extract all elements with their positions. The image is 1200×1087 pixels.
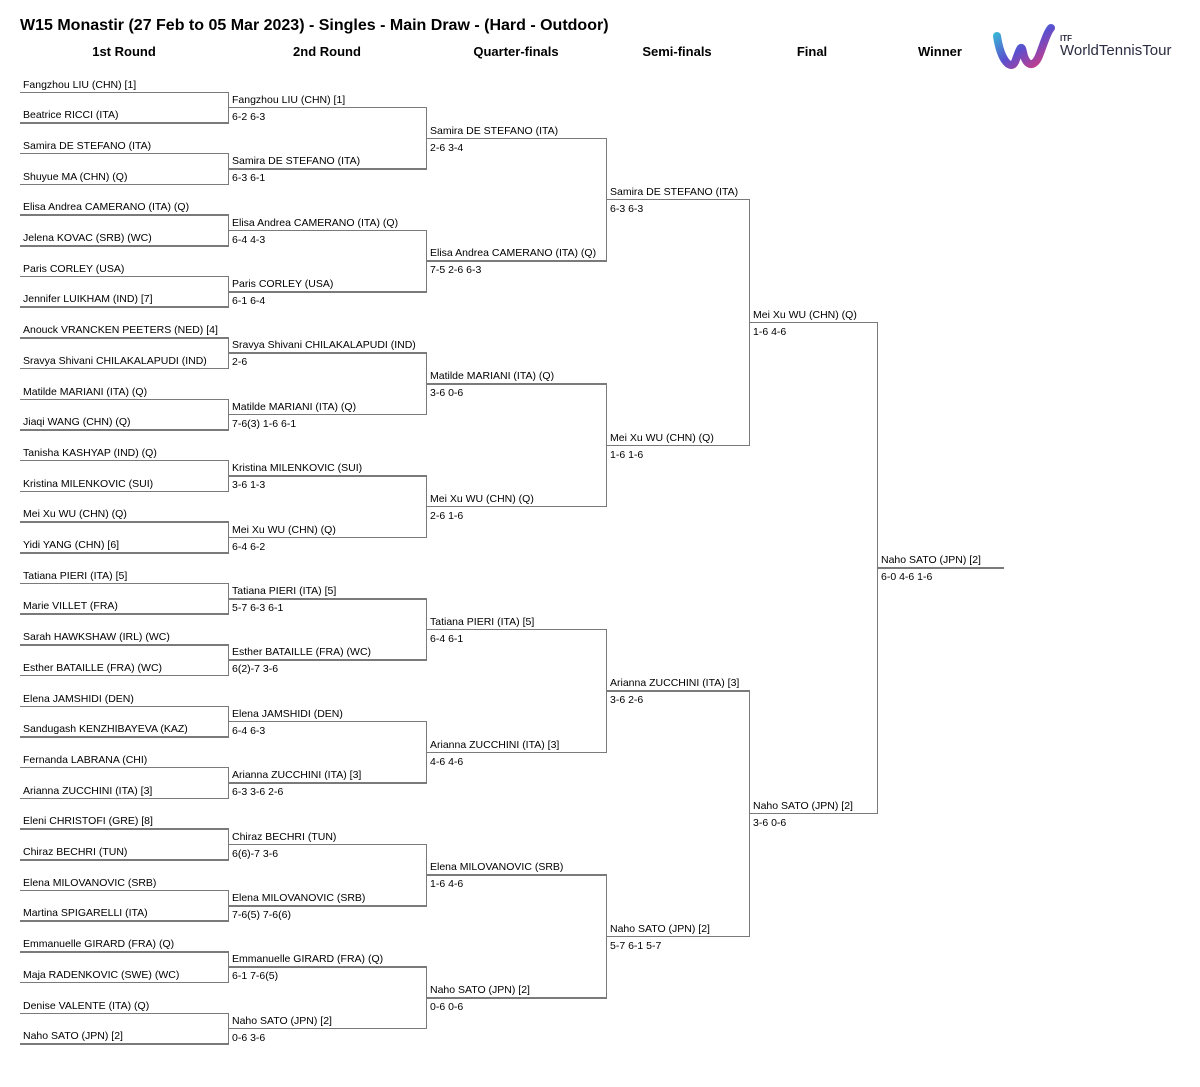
match-score: 4-6 4-6 (430, 755, 464, 768)
player-name: Naho SATO (JPN) [2] (881, 554, 981, 567)
match-score: 2-6 3-4 (430, 141, 464, 154)
logo-itf-text: ITF (1060, 34, 1072, 43)
player-name: Yidi YANG (CHN) [6] (23, 539, 120, 551)
player-name: Esther BATAILLE (FRA) (WC) (232, 646, 372, 659)
bracket-line (20, 675, 229, 677)
player-name: Arianna ZUCCHINI (ITA) [3] (430, 738, 560, 751)
bracket-line (20, 552, 229, 554)
bracket-line (878, 567, 1004, 569)
match-score: 3-6 0-6 (430, 387, 464, 400)
round-header-2nd-round: 2nd Round (293, 44, 361, 59)
bracket-line (20, 828, 229, 830)
player-name: Samira DE STEFANO (ITA) (610, 185, 739, 198)
bracket-line (229, 598, 427, 600)
bracket-line (20, 214, 229, 216)
bracket-line (20, 1013, 229, 1015)
round-header-semi-finals: Semi-finals (642, 44, 712, 59)
player-name: Paris CORLEY (USA) (23, 262, 125, 275)
player-name: Sravya Shivani CHILAKALAPUDI (IND) (23, 354, 207, 367)
player-name: Naho SATO (JPN) [2] (753, 799, 853, 812)
bracket-line (229, 782, 427, 784)
player-name: Naho SATO (JPN) [2] (430, 984, 530, 997)
player-name: Fangzhou LIU (CHN) [1] (232, 93, 346, 106)
bracket-line (607, 199, 750, 201)
bracket-line (20, 306, 229, 308)
bracket-line (20, 951, 229, 953)
player-name: Anouck VRANCKEN PEETERS (NED) [4] (23, 324, 218, 337)
bracket-line (229, 230, 427, 232)
player-name: Elena MILOVANOVIC (SRB) (232, 892, 366, 905)
match-score: 6-4 6-2 (232, 540, 266, 553)
match-score: 6-2 6-3 (232, 110, 266, 123)
match-score: 6(2)-7 3-6 (232, 663, 279, 676)
match-score: 6(6)-7 3-6 (232, 847, 279, 860)
player-name: Matilde MARIANI (ITA) (Q) (23, 385, 148, 398)
player-name: Denise VALENTE (ITA) (Q) (23, 999, 150, 1012)
bracket-line (20, 122, 229, 124)
bracket-line (427, 874, 607, 876)
bracket-line (20, 491, 229, 493)
player-name: Mei Xu WU (CHN) (Q) (610, 431, 714, 444)
player-name: Sandugash KENZHIBAYEVA (KAZ) (23, 723, 188, 736)
player-name: Elena JAMSHIDI (DEN) (232, 707, 343, 720)
bracket-line (20, 368, 229, 370)
match-score: 5-7 6-3 6-1 (232, 602, 284, 615)
player-name: Elena MILOVANOVIC (SRB) (23, 876, 157, 889)
bracket-line (229, 537, 427, 539)
match-score: 7-6(3) 1-6 6-1 (232, 417, 297, 430)
player-name: Marie VILLET (FRA) (23, 600, 118, 613)
match-score: 1-6 1-6 (610, 448, 644, 461)
bracket-line (20, 859, 229, 861)
bracket-line (427, 138, 607, 140)
bracket-line (229, 966, 427, 968)
bracket-line (229, 352, 427, 354)
bracket-line (229, 659, 427, 661)
player-name: Tatiana PIERI (ITA) [5] (23, 569, 128, 582)
bracket-line (607, 690, 750, 692)
bracket-line (20, 613, 229, 615)
match-score: 6-3 6-1 (232, 172, 266, 185)
player-name: Fernanda LABRANA (CHI) (23, 753, 148, 766)
player-name: Sravya Shivani CHILAKALAPUDI (IND) (232, 339, 416, 352)
player-name: Jelena KOVAC (SRB) (WC) (23, 232, 152, 244)
player-name: Martina SPIGARELLI (ITA) (23, 907, 148, 920)
round-header-quarter-finals: Quarter-finals (473, 44, 559, 59)
bracket-line (20, 337, 229, 339)
bracket-line (750, 322, 878, 324)
player-name: Chiraz BECHRI (TUN) (232, 830, 337, 843)
match-score: 5-7 6-1 5-7 (610, 939, 662, 952)
player-name: Arianna ZUCCHINI (ITA) [3] (23, 784, 153, 797)
player-name: Elena JAMSHIDI (DEN) (23, 692, 134, 705)
bracket-line (229, 844, 427, 846)
bracket-line (20, 920, 229, 922)
match-score: 6-1 6-4 (232, 295, 266, 308)
match-score: 6-0 4-6 1-6 (881, 571, 933, 584)
match-score: 0-6 0-6 (430, 1001, 464, 1014)
match-score: 6-4 4-3 (232, 233, 266, 246)
player-name: Emmanuelle GIRARD (FRA) (Q) (232, 953, 384, 966)
bracket-line (20, 429, 229, 431)
match-score: 1-6 4-6 (430, 878, 464, 891)
player-name: Naho SATO (JPN) [2] (23, 1030, 123, 1043)
player-name: Tatiana PIERI (ITA) [5] (232, 585, 337, 598)
player-name: Esther BATAILLE (FRA) (WC) (23, 661, 163, 674)
bracket-line (20, 798, 229, 800)
bracket-line (20, 184, 229, 186)
bracket-line (607, 445, 750, 447)
round-header-1st-round: 1st Round (92, 44, 156, 59)
player-name: Mei Xu WU (CHN) (Q) (430, 492, 534, 505)
logo-world-tennis-tour-text: WorldTennisTour (1060, 42, 1172, 59)
player-name: Emmanuelle GIRARD (FRA) (Q) (23, 938, 175, 951)
bracket-line (20, 245, 229, 247)
bracket-line (427, 997, 607, 999)
bracket-line (229, 168, 427, 170)
match-score: 1-6 4-6 (753, 325, 787, 338)
bracket-line (20, 767, 229, 769)
bracket-line (229, 291, 427, 293)
player-name: Arianna ZUCCHINI (ITA) [3] (610, 677, 740, 690)
player-name: Tanisha KASHYAP (IND) (Q) (23, 446, 157, 459)
match-score: 6-4 6-3 (232, 724, 266, 737)
player-name: Mei Xu WU (CHN) (Q) (232, 523, 336, 536)
player-name: Shuyue MA (CHN) (Q) (23, 170, 128, 183)
bracket-line (20, 583, 229, 585)
player-name: Maja RADENKOVIC (SWE) (WC) (23, 968, 180, 981)
player-name: Kristina MILENKOVIC (SUI) (232, 462, 363, 475)
player-name: Eleni CHRISTOFI (GRE) [8] (23, 815, 153, 828)
match-score: 7-5 2-6 6-3 (430, 264, 482, 277)
player-name: Naho SATO (JPN) [2] (232, 1014, 332, 1027)
player-name: Elisa Andrea CAMERANO (ITA) (Q) (430, 247, 597, 260)
bracket-line (20, 460, 229, 462)
round-header-winner: Winner (918, 44, 962, 59)
round-header-final: Final (796, 44, 828, 59)
bracket-line (427, 260, 607, 262)
match-score: 3-6 0-6 (753, 816, 787, 829)
bracket-line (427, 506, 607, 508)
player-name: Matilde MARIANI (ITA) (Q) (430, 370, 555, 383)
player-name: Mei Xu WU (CHN) (Q) (753, 308, 857, 321)
player-name: Elisa Andrea CAMERANO (ITA) (Q) (232, 216, 399, 229)
bracket-line (427, 383, 607, 385)
bracket-line (20, 92, 229, 94)
player-name: Jennifer LUIKHAM (IND) [7] (23, 293, 153, 306)
bracket-line (229, 475, 427, 477)
player-name: Beatrice RICCI (ITA) (23, 109, 119, 122)
player-name: Fangzhou LIU (CHN) [1] (23, 78, 137, 91)
bracket-line (20, 644, 229, 646)
bracket-line (20, 982, 229, 984)
player-name: Kristina MILENKOVIC (SUI) (23, 477, 154, 490)
bracket-line (229, 1028, 427, 1030)
bracket-line (750, 813, 878, 815)
player-name: Samira DE STEFANO (ITA) (430, 124, 559, 137)
player-name: Samira DE STEFANO (ITA) (232, 155, 361, 168)
bracket-line (20, 890, 229, 892)
bracket-line (229, 414, 427, 416)
bracket-line (607, 936, 750, 938)
bracket-line (229, 905, 427, 907)
bracket-line (427, 752, 607, 754)
bracket-line (20, 1043, 229, 1045)
bracket-line (20, 153, 229, 155)
player-name: Naho SATO (JPN) [2] (610, 922, 710, 935)
bracket-line (20, 521, 229, 523)
match-score: 0-6 3-6 (232, 1031, 266, 1044)
player-name: Sarah HAWKSHAW (IRL) (WC) (23, 631, 170, 644)
player-name: Chiraz BECHRI (TUN) (23, 846, 128, 858)
player-name: Arianna ZUCCHINI (ITA) [3] (232, 769, 362, 782)
bracket-line (20, 399, 229, 401)
match-score: 7-6(5) 7-6(6) (232, 909, 291, 922)
player-name: Elisa Andrea CAMERANO (ITA) (Q) (23, 201, 190, 214)
match-score: 6-4 6-1 (430, 632, 464, 645)
page-title: W15 Monastir (27 Feb to 05 Mar 2023) - Singles - Main Draw - (Hard - Outdoor) (20, 17, 609, 34)
bracket-line (20, 276, 229, 278)
match-score: 2-6 (232, 356, 248, 369)
player-name: Elena MILOVANOVIC (SRB) (430, 861, 564, 874)
bracket-line (229, 107, 427, 109)
match-score: 2-6 1-6 (430, 509, 464, 522)
player-name: Tatiana PIERI (ITA) [5] (430, 615, 535, 628)
bracket-line (20, 736, 229, 738)
player-name: Matilde MARIANI (ITA) (Q) (232, 400, 357, 413)
bracket-line (427, 629, 607, 631)
bracket-line (20, 706, 229, 708)
player-name: Mei Xu WU (CHN) (Q) (23, 508, 127, 521)
match-score: 3-6 1-3 (232, 479, 266, 492)
player-name: Paris CORLEY (USA) (232, 278, 334, 291)
player-name: Samira DE STEFANO (ITA) (23, 139, 152, 152)
match-score: 6-1 7-6(5) (232, 970, 279, 983)
match-score: 6-3 3-6 2-6 (232, 786, 284, 799)
bracket-line (229, 721, 427, 723)
player-name: Jiaqi WANG (CHN) (Q) (23, 416, 131, 429)
match-score: 6-3 6-3 (610, 202, 644, 215)
match-score: 3-6 2-6 (610, 694, 644, 707)
